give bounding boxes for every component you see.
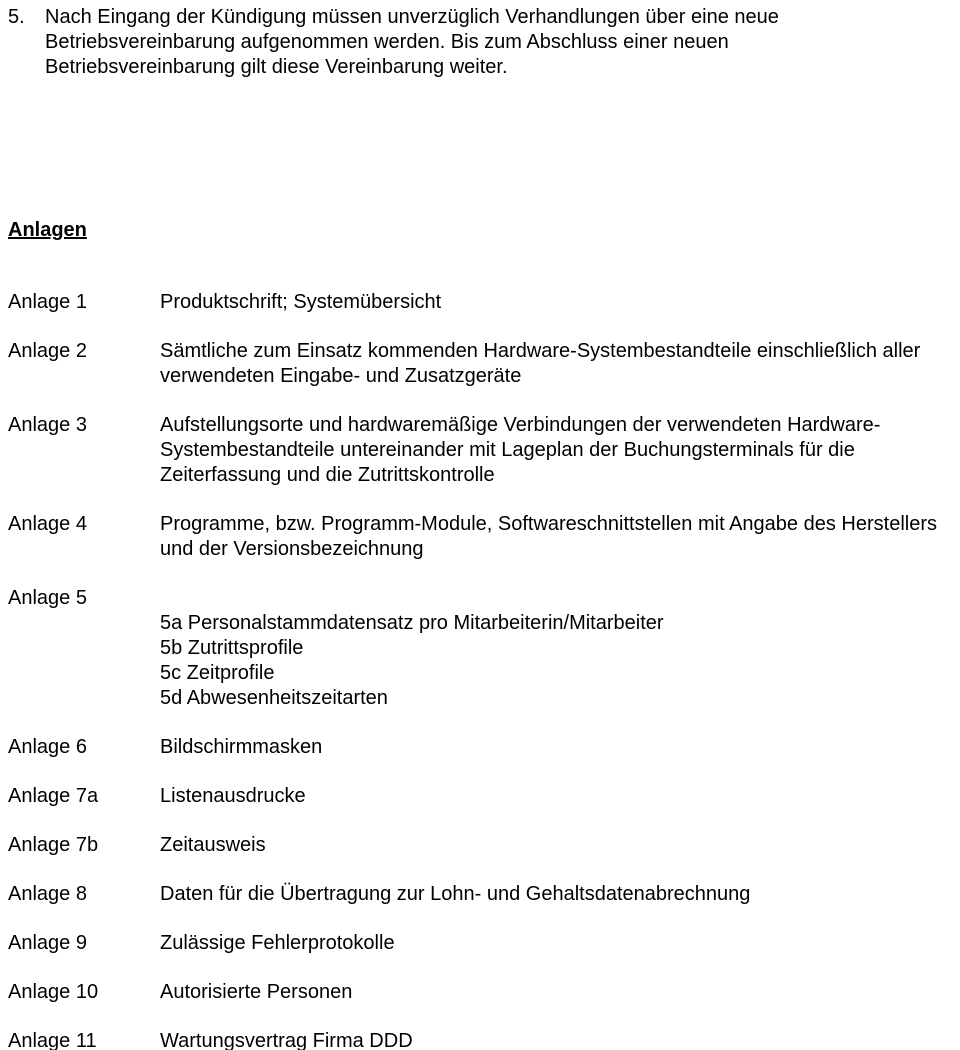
anlage-row-8	[8, 882, 955, 907]
anlage-row-11	[8, 1029, 955, 1050]
anlage-text: Sämtliche zum Einsatz kommenden Hardware-Systembestandteile einschließlich aller verwendeten Eingabe- und Zusatzgeräte	[160, 340, 921, 387]
clause-text: Nach Eingang der Kündigung müssen unverzüglich Verhandlungen über eine neue Betriebsvereinbarung aufgenommen werden. Bis zum Abschluss einer neuen Betriebsvereinbarung gilt diese Vereinbarung weiter.	[45, 6, 779, 78]
anlage-text: Listenausdrucke	[160, 785, 306, 807]
anlage-row-1	[8, 290, 955, 315]
anlage-label: Anlage 8	[8, 883, 87, 905]
anlage-label: Anlage 9	[8, 932, 87, 954]
anlage-label: Anlage 11	[8, 1030, 97, 1050]
anlage-label: Anlage 2	[8, 340, 87, 362]
anlage-row-6	[8, 735, 955, 760]
anlage-text: Zeitausweis	[160, 834, 266, 856]
anlage-row-3	[8, 413, 955, 488]
anlage-text: Zulässige Fehlerprotokolle	[160, 932, 395, 954]
anlage-row-4	[8, 512, 955, 562]
anlagen-list	[8, 290, 955, 1050]
anlage-5b-line: 5b Zutrittsprofile	[160, 637, 304, 659]
anlage-5c-line: 5c Zeitprofile	[160, 662, 275, 684]
anlage-text: Produktschrift; Systemübersicht	[160, 291, 442, 313]
anlage-label: Anlage 5	[8, 587, 87, 609]
anlage-text: Programme, bzw. Programm-Module, Softwareschnittstellen mit Angabe des Herstellers und der Versionsbezeichnung	[160, 513, 937, 560]
clause-number: 5.	[8, 6, 25, 28]
anlage-text: Daten für die Übertragung zur Lohn- und Gehaltsdatenabrechnung	[160, 883, 751, 905]
anlagen-heading-text: Anlagen	[8, 219, 87, 241]
anlage-label: Anlage 7b	[8, 834, 99, 856]
anlage-row-7a	[8, 784, 955, 809]
anlage-row-9	[8, 931, 955, 956]
anlage-row-2	[8, 339, 955, 389]
anlage-5a-line: 5a Personalstammdatensatz pro Mitarbeiterin/Mitarbeiter	[160, 612, 664, 634]
anlage-text: Aufstellungsorte und hardwaremäßige Verbindungen der verwendeten Hardware-Systembestandteile untereinander mit Lageplan der Buchungsterminals für die Zeiterfassung und die Zutrittskontrolle	[160, 414, 881, 486]
anlage-label: Anlage 1	[8, 291, 87, 313]
anlage-row-7b	[8, 833, 955, 858]
clause-5	[8, 5, 955, 80]
anlage-label: Anlage 6	[8, 736, 87, 758]
anlage-label: Anlage 3	[8, 414, 87, 436]
anlage-row-5	[8, 586, 955, 711]
anlage-5d-line: 5d Abwesenheitszeitarten	[160, 687, 388, 709]
anlagen-heading	[8, 218, 955, 243]
anlage-text: Autorisierte Personen	[160, 981, 353, 1003]
anlage-label: Anlage 10	[8, 981, 99, 1003]
anlage-label: Anlage 7a	[8, 785, 99, 807]
anlage-text: Bildschirmmasken	[160, 736, 323, 758]
anlage-row-10	[8, 980, 955, 1005]
anlage-text: Wartungsvertrag Firma DDD	[160, 1030, 413, 1050]
anlage-text	[160, 586, 664, 711]
anlage-label: Anlage 4	[8, 513, 87, 535]
blank-line	[160, 586, 664, 611]
